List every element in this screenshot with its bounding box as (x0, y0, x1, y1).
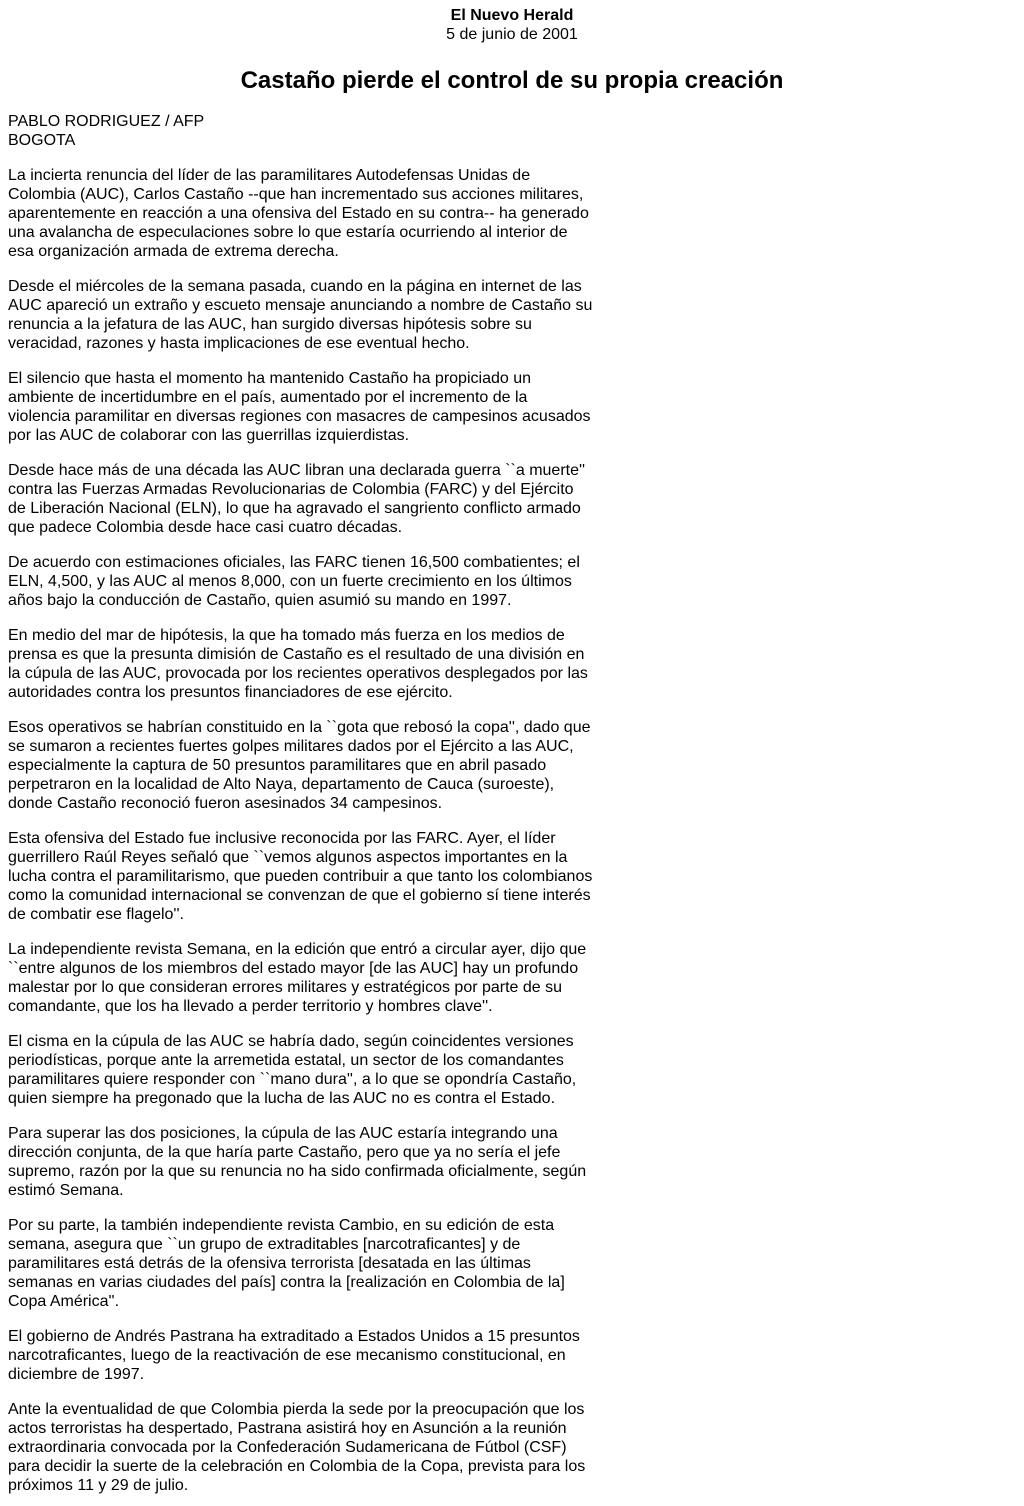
byline (8, 112, 1024, 150)
page-header (0, 0, 1024, 44)
article-paragraph: Esos operativos se habrían constituido en la ``gota que rebosó la copa'', dado que se sumaron a recientes fuertes golpes militares dados por el Ejército a las AUC, especialmente la captura de 50 presuntos paramilitares que en abril pasado perpetraron en la localidad de Alto Naya, departamento de Cauca (suroeste), donde Castaño reconoció fueron asesinados 34 campesinos. (8, 719, 591, 812)
article-body (8, 166, 594, 1495)
article-paragraph: La incierta renuncia del líder de las paramilitares Autodefensas Unidas de Colombia (AUC), Carlos Castaño --que han incrementado sus acciones militares, aparentemente en reacción a una ofensiva del Estado en su contra-- ha generado una avalancha de especulaciones sobre lo que estaría ocurriendo al interior de esa organización armada de extrema derecha. (8, 167, 589, 260)
article-paragraph: En medio del mar de hipótesis, la que ha tomado más fuerza en los medios de prensa es que la presunta dimisión de Castaño es el resultado de una división en la cúpula de las AUC, provocada por los recientes operativos desplegados por las autoridades contra los presuntos financiadores de ese ejército. (8, 627, 588, 701)
publication-name: El Nuevo Herald (450, 7, 574, 24)
publication-date: 5 de junio de 2001 (446, 26, 578, 43)
article-paragraph: Por su parte, la también independiente revista Cambio, en su edición de esta semana, asegura que ``un grupo de extraditables [narcotraficantes] y de paramilitares está detrás de la ofensiva terrorista [desatada en las últimas semanas en varias ciudades del país] contra la [realización en Colombia de la] Copa América''. (8, 1217, 565, 1310)
dateline-location: BOGOTA (8, 132, 76, 149)
article-paragraph: Esta ofensiva del Estado fue inclusive reconocida por las FARC. Ayer, el líder guerrillero Raúl Reyes señaló que ``vemos algunos aspectos importantes en la lucha contra el paramilitarismo, que pueden contribuir a que tanto los colombianos como la comunidad internacional se convenzan de que el gobierno sí tiene interés de combatir ese flagelo''. (8, 830, 593, 923)
article-paragraph: De acuerdo con estimaciones oficiales, las FARC tienen 16,500 combatientes; el ELN, 4,500, y las AUC al menos 8,000, con un fuerte crecimiento en los últimos años bajo la conducción de Castaño, quien asumió su mando en 1997. (8, 554, 580, 609)
article-paragraph: Desde hace más de una década las AUC libran una declarada guerra ``a muerte'' contra las Fuerzas Armadas Revolucionarias de Colombia (FARC) y del Ejército de Liberación Nacional (ELN), lo que ha agravado el sangriento conflicto armado que padece Colombia desde hace casi cuatro décadas. (8, 462, 586, 536)
article-paragraph: Ante la eventualidad de que Colombia pierda la sede por la preocupación que los actos terroristas ha despertado, Pastrana asistirá hoy en Asunción a la reunión extraordinaria convocada por la Confederación Sudamericana de Fútbol (CSF) para decidir la suerte de la celebración en Colombia de la Copa, prevista para los próximos 11 y 29 de julio. (8, 1401, 586, 1494)
article-paragraph: El gobierno de Andrés Pastrana ha extraditado a Estados Unidos a 15 presuntos narcotraficantes, luego de la reactivación de ese mecanismo constitucional, en diciembre de 1997. (8, 1328, 580, 1383)
author-credit: PABLO RODRIGUEZ / AFP (8, 113, 205, 130)
article-headline: Castaño pierde el control de su propia creación (240, 67, 784, 94)
article-paragraph: Para superar las dos posiciones, la cúpula de las AUC estaría integrando una dirección conjunta, de la que haría parte Castaño, pero que ya no sería el jefe supremo, razón por la que su renuncia no ha sido confirmada oficialmente, según estimó Semana. (8, 1125, 587, 1199)
article-paragraph: Desde el miércoles de la semana pasada, cuando en la página en internet de las AUC apareció un extraño y escueto mensaje anunciando a nombre de Castaño su renuncia a la jefatura de las AUC, han surgido diversas hipótesis sobre su veracidad, razones y hasta implicaciones de ese eventual hecho. (8, 278, 593, 352)
article-paragraph: El cisma en la cúpula de las AUC se habría dado, según coincidentes versiones periodísticas, porque ante la arremetida estatal, un sector de los comandantes paramilitares quiere responder con ``mano dura'', a lo que se opondría Castaño, quien siempre ha pregonado que la lucha de las AUC no es contra el Estado. (8, 1033, 577, 1107)
article-paragraph: La independiente revista Semana, en la edición que entró a circular ayer, dijo que ``entre algunos de los miembros del estado mayor [de las AUC] hay un profundo malestar por lo que consideran errores militares y estratégicos por parte de su comandante, que los ha llevado a perder territorio y hombres clave''. (8, 941, 587, 1015)
article-paragraph: El silencio que hasta el momento ha mantenido Castaño ha propiciado un ambiente de incertidumbre en el país, aumentado por el incremento de la violencia paramilitar en diversas regiones con masacres de campesinos acusados por las AUC de colaborar con las guerrillas izquierdistas. (8, 370, 591, 444)
